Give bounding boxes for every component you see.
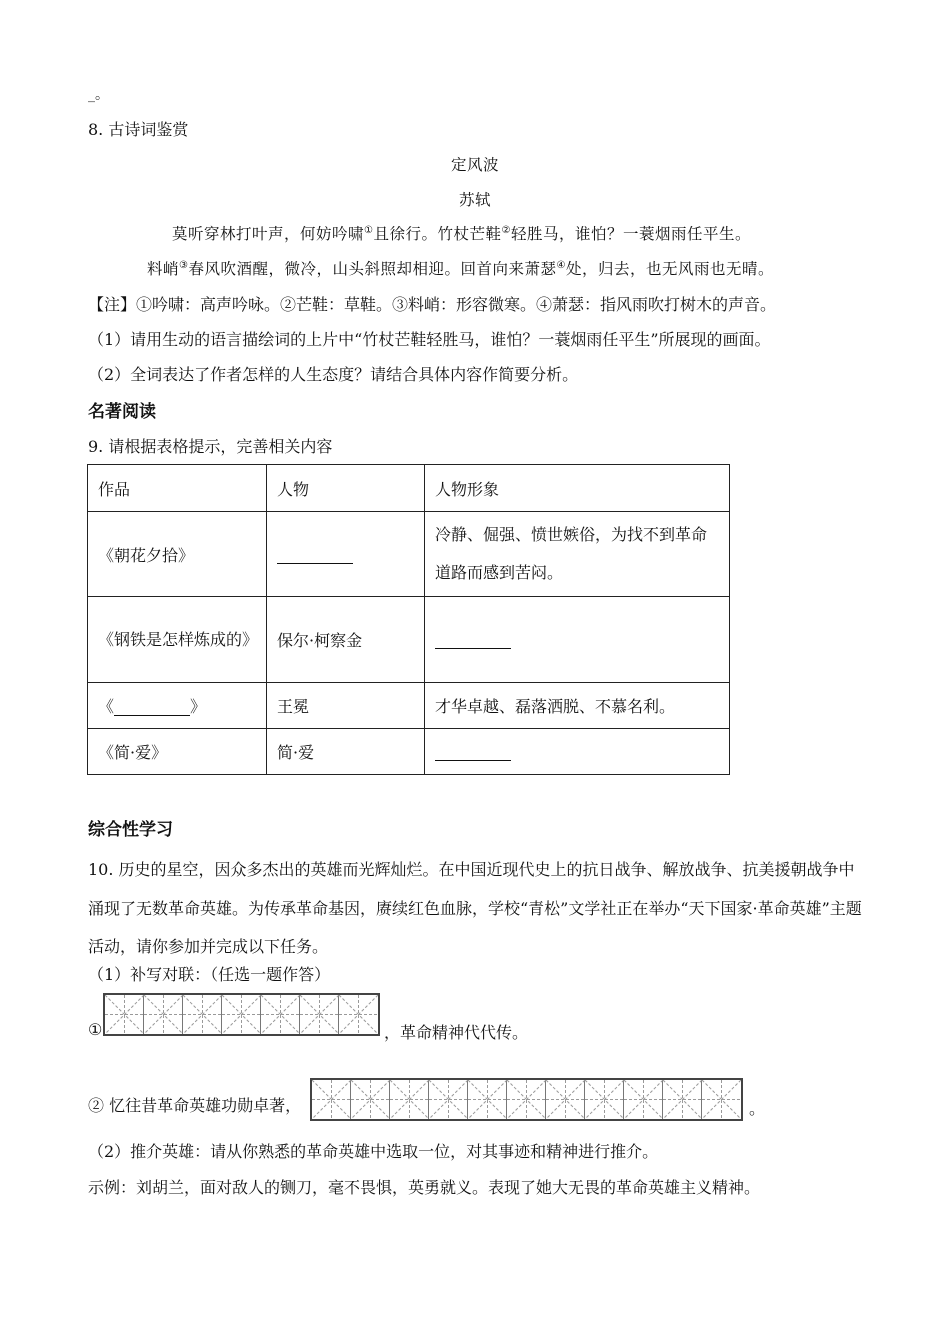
couplet2-writing-grid[interactable] bbox=[310, 1078, 743, 1121]
writing-cell[interactable] bbox=[144, 995, 183, 1034]
couplet1-suffix: ，革命精神代代传。 bbox=[384, 1023, 529, 1042]
table-header-cell: 人物 bbox=[267, 465, 425, 512]
couplet1-mark: ① bbox=[88, 1020, 103, 1039]
writing-cell[interactable] bbox=[585, 1080, 624, 1119]
q8-heading: 8. 古诗词鉴赏 bbox=[88, 120, 189, 139]
table-cell-image: 冷静、倔强、愤世嫉俗，为找不到革命道路而感到苦闷。 bbox=[425, 512, 730, 597]
table-row bbox=[88, 512, 730, 597]
writing-cell[interactable] bbox=[663, 1080, 702, 1119]
q10-sub2: （2）推介英雄：请从你熟悉的革命英雄中选取一位，对其事迹和精神进行推介。 bbox=[88, 1142, 659, 1161]
table-cell-work: 《 》 bbox=[88, 683, 267, 729]
table-row bbox=[88, 597, 730, 683]
table-cell-image bbox=[425, 729, 730, 775]
table-cell-person: 王冕 bbox=[267, 683, 425, 729]
writing-cell[interactable] bbox=[222, 995, 261, 1034]
writing-cell[interactable] bbox=[183, 995, 222, 1034]
table-cell-image bbox=[425, 597, 730, 683]
writing-cell[interactable] bbox=[351, 1080, 390, 1119]
answer-blank[interactable] bbox=[277, 545, 353, 564]
answer-blank[interactable] bbox=[114, 697, 190, 716]
table-cell-work: 《钢铁是怎样炼成的》 bbox=[88, 597, 267, 683]
writing-cell[interactable] bbox=[261, 995, 300, 1034]
writing-cell[interactable] bbox=[312, 1080, 351, 1119]
section-reading: 名著阅读 bbox=[88, 402, 156, 422]
reading-table bbox=[87, 464, 730, 775]
answer-blank[interactable] bbox=[435, 630, 511, 649]
q10-example: 示例：刘胡兰，面对敌人的铡刀，毫不畏惧，英勇就义。表现了她大无畏的革命英雄主义精神。 bbox=[88, 1178, 761, 1197]
table-header-cell: 作品 bbox=[88, 465, 267, 512]
table-cell-work: 《简·爱》 bbox=[88, 729, 267, 775]
writing-cell[interactable] bbox=[702, 1080, 741, 1119]
q8-sub1: （1）请用生动的语言描绘词的上片中“竹杖芒鞋轻胜马，谁怕？一蓑烟雨任平生”所展现的画面。 bbox=[88, 330, 771, 349]
writing-cell[interactable] bbox=[339, 995, 378, 1034]
couplet1-writing-grid[interactable] bbox=[103, 993, 380, 1036]
poem-line-2: 料峭③春风吹酒醒，微冷，山头斜照却相迎。回首向来萧瑟④处，归去，也无风雨也无晴。 bbox=[147, 260, 774, 278]
q9-heading: 9. 请根据表格提示，完善相关内容 bbox=[88, 437, 333, 456]
writing-cell[interactable] bbox=[105, 995, 144, 1034]
table-header-cell: 人物形象 bbox=[425, 465, 730, 512]
writing-cell[interactable] bbox=[624, 1080, 663, 1119]
q8-sub2: （2）全词表达了作者怎样的人生态度？请结合具体内容作简要分析。 bbox=[88, 365, 579, 384]
writing-cell[interactable] bbox=[300, 995, 339, 1034]
section-study: 综合性学习 bbox=[88, 820, 173, 840]
writing-cell[interactable] bbox=[390, 1080, 429, 1119]
table-cell-person: 简·爱 bbox=[267, 729, 425, 775]
writing-cell[interactable] bbox=[546, 1080, 585, 1119]
writing-cell[interactable] bbox=[468, 1080, 507, 1119]
q10-sub1: （1）补写对联：（任选一题作答） bbox=[88, 965, 331, 984]
poem-author: 苏轼 bbox=[458, 191, 491, 209]
poem-note: 【注】①吟啸：高声吟咏。②芒鞋：草鞋。③料峭：形容微寒。④萧瑟：指风雨吹打树木的声音。 bbox=[88, 295, 777, 314]
table-header-row bbox=[88, 465, 730, 512]
couplet2-prefix: ② 忆往昔革命英雄功勋卓著， bbox=[88, 1096, 302, 1115]
table-row bbox=[88, 683, 730, 729]
table-row bbox=[88, 729, 730, 775]
top-fragment: _。 bbox=[88, 87, 109, 103]
writing-cell[interactable] bbox=[507, 1080, 546, 1119]
table-cell-image: 才华卓越、磊落洒脱、不慕名利。 bbox=[425, 683, 730, 729]
answer-blank[interactable] bbox=[435, 742, 511, 761]
poem-line-1: 莫听穿林打叶声，何妨吟啸①且徐行。竹杖芒鞋②轻胜马，谁怕？一蓑烟雨任平生。 bbox=[172, 225, 751, 243]
table-cell-work: 《朝花夕拾》 bbox=[88, 512, 267, 597]
poem-title: 定风波 bbox=[450, 156, 499, 174]
table-cell-person bbox=[267, 512, 425, 597]
couplet2-suffix: 。 bbox=[749, 1099, 766, 1118]
writing-cell[interactable] bbox=[429, 1080, 468, 1119]
table-cell-person: 保尔·柯察金 bbox=[267, 597, 425, 683]
q10-intro: 10. 历史的星空，因众多杰出的英雄而光辉灿烂。在中国近现代史上的抗日战争、解放战争、抗美援朝战争中涌现了无数革命英雄。为传承革命基因，赓续红色血脉，学校“青松”文学社正在举办“天下国家·革命英雄”主题活动，请你参加并完成以下任务。 bbox=[88, 860, 862, 956]
